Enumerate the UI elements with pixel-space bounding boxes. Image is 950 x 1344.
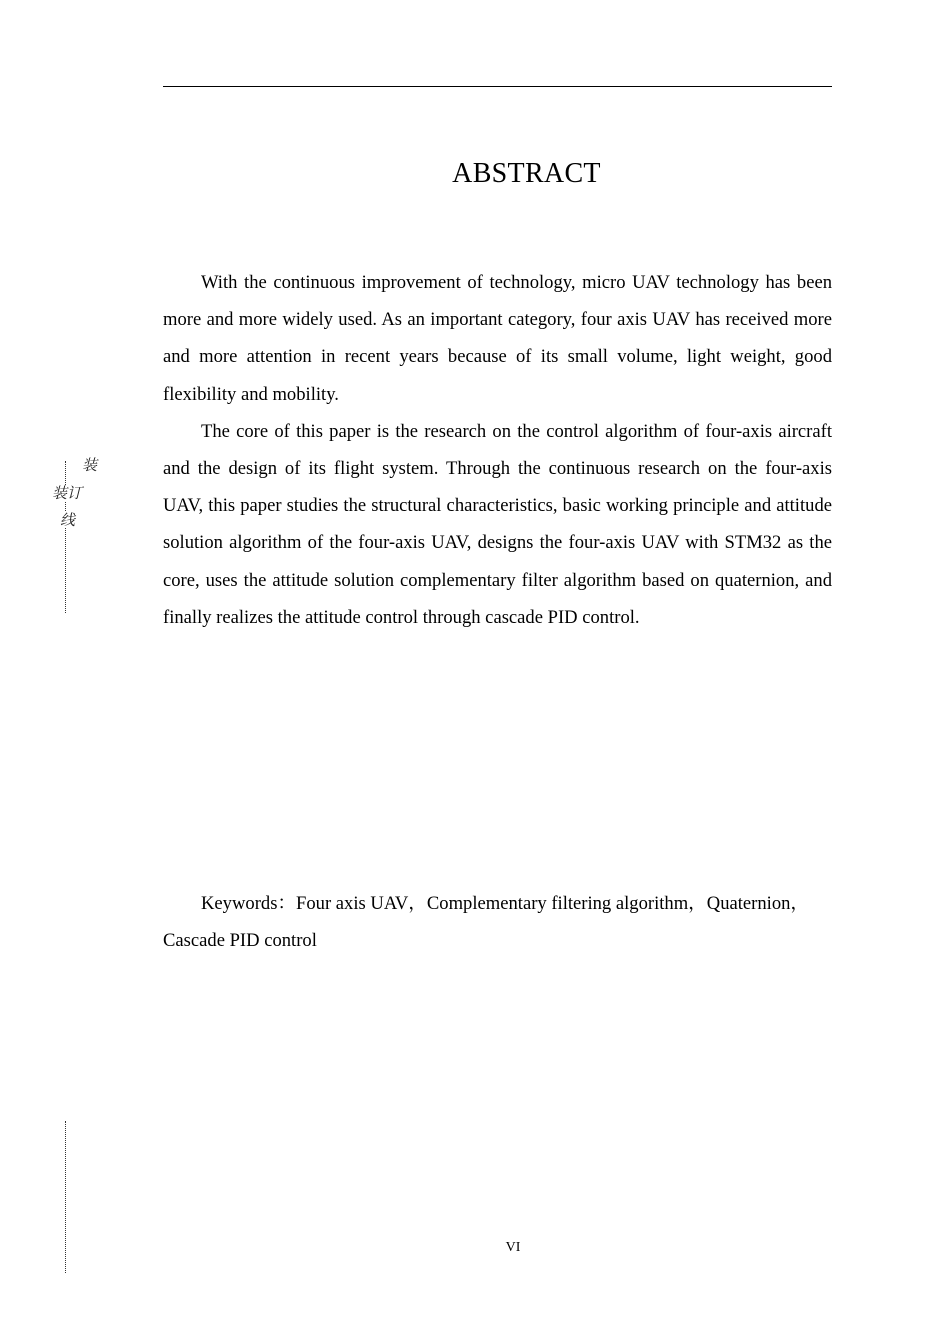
header-rule (163, 86, 832, 87)
keyword-item: Four axis UAV， (296, 893, 427, 914)
abstract-body (163, 264, 832, 636)
keywords-label: Keywords： (201, 893, 297, 914)
keyword-item: Cascade PID control (163, 930, 317, 952)
page-number: VI (505, 1240, 521, 1255)
keyword-item: Complementary filtering algorithm， (426, 893, 707, 914)
abstract-paragraph-2: The core of this paper is the research on the control algorithm of four-axis aircraft and the design of its flight system. Through the continuous research on the four-axis UAV, this paper studies the structural characteristics, basic working principle and attitude solution algorithm of the four-axis UAV, designs the four-axis UAV with STM32 as the core, uses the attitude solution complementary filter algorithm based on quaternion, and finally realizes the attitude control through cascade PID control. (163, 420, 832, 628)
binding-line-bottom (65, 1121, 66, 1273)
abstract-paragraph-1: With the continuous improvement of technology, micro UAV technology has been more and more widely used. As an important category, four axis UAV has received more and more attention in recent years because of its small volume, light weight, good flexibility and mobility. (163, 272, 832, 405)
binding-mark-zhuang: 装 (82, 456, 98, 474)
abstract-title: ABSTRACT (452, 158, 601, 189)
keyword-item: Quaternion， (706, 893, 810, 914)
binding-mark-zhuangding: 装订 (52, 484, 83, 502)
keywords-line (163, 885, 832, 959)
binding-mark-xian: 线 (60, 511, 76, 529)
